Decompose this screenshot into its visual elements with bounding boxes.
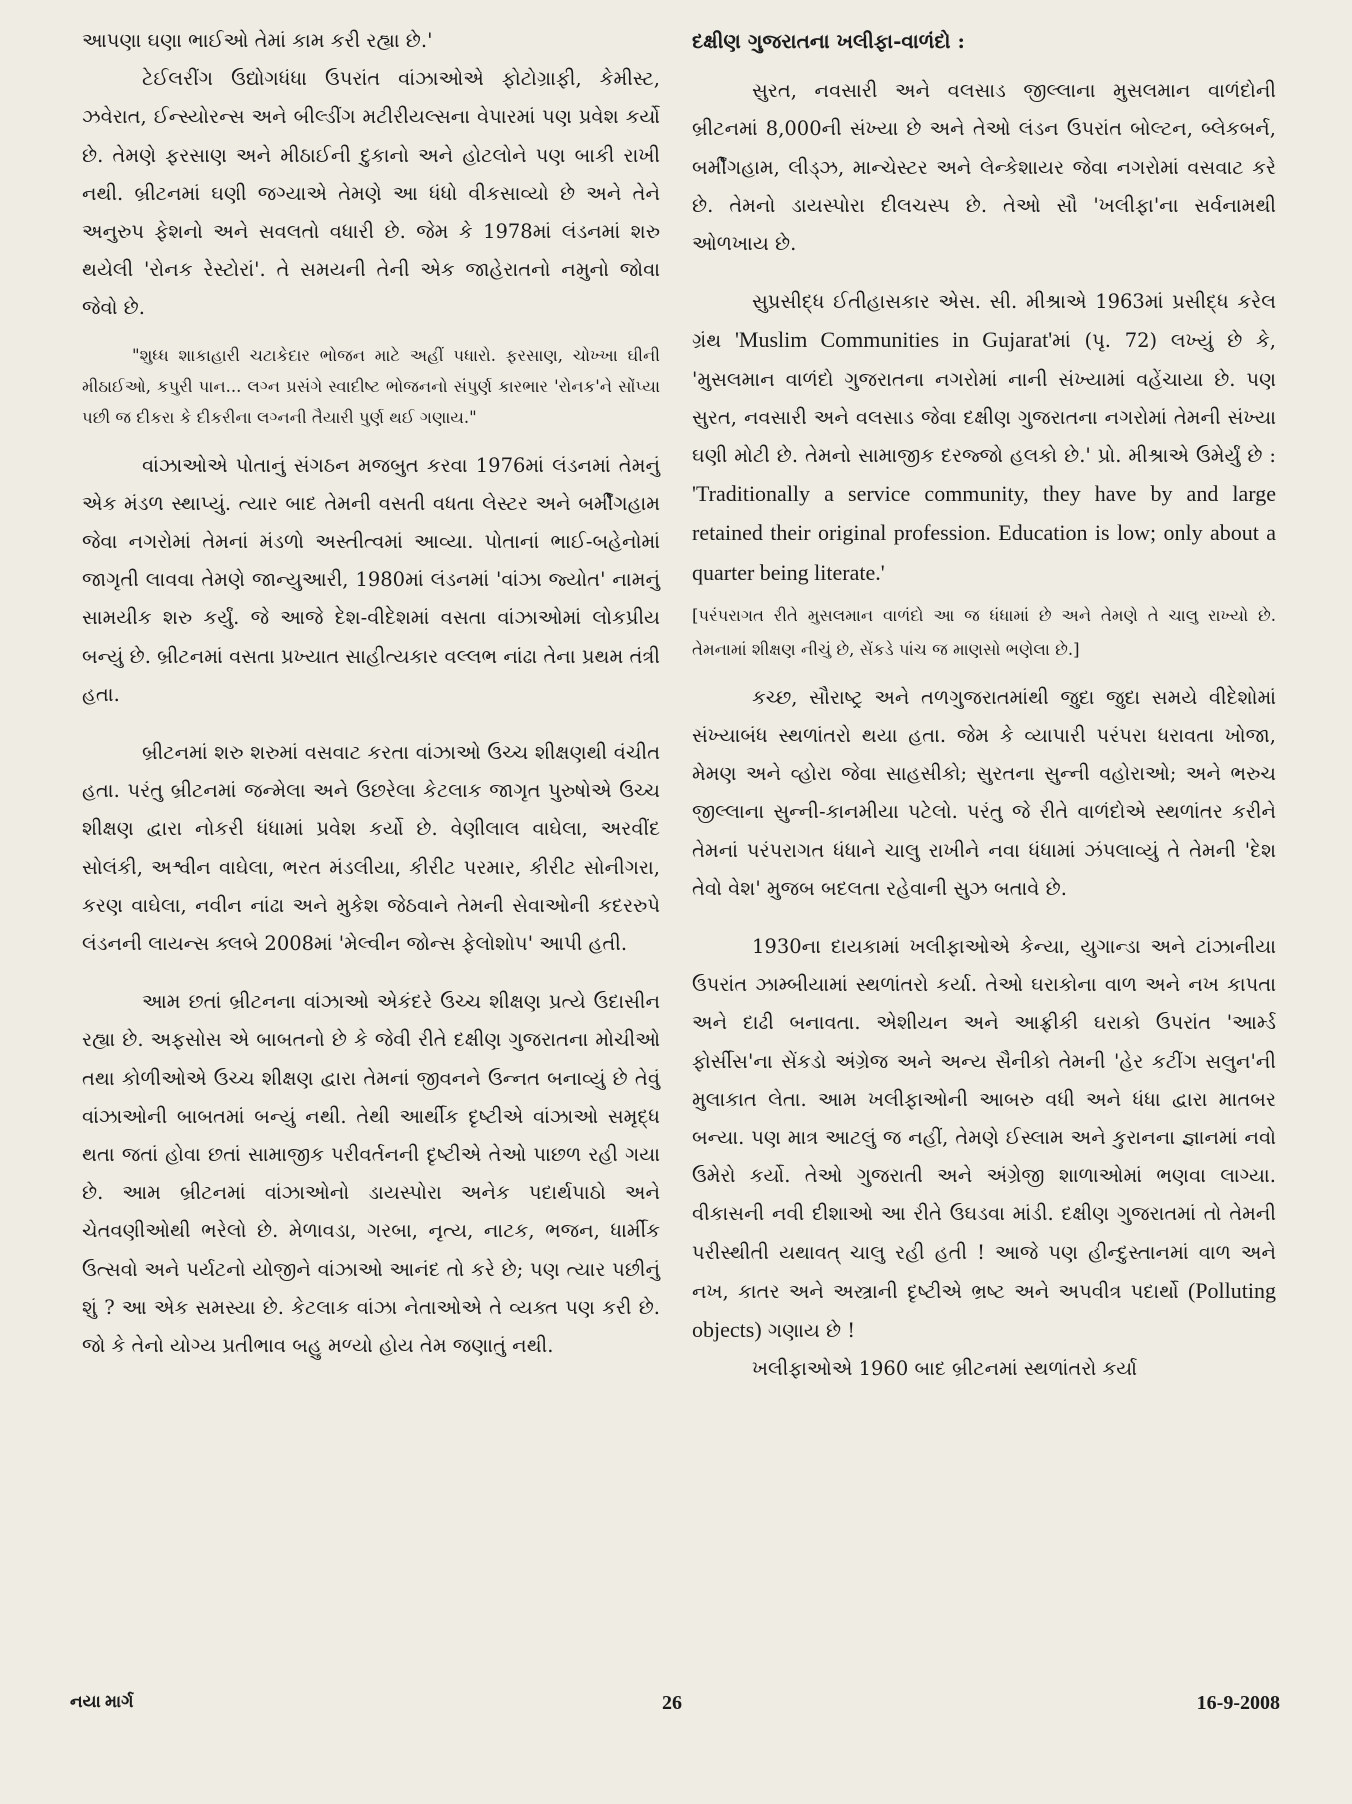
book-title: 'Muslim Communities in Gujarat' bbox=[734, 327, 1053, 353]
page-footer bbox=[70, 1692, 1280, 1728]
paragraph: આપણા ઘણા ભાઈઓ તેમાં કામ કરી રહ્યા છે.' bbox=[82, 29, 433, 52]
advertisement-quote: "શુધ્ધ શાકાહારી ચટાકેદાર ભોજન માટે અહીં પધારો. ફરસાણ, ચોખ્ખા ઘીની મીઠાઈઓ, કપુરી પાન... લગ્ન પ્રસંગે સ્વાદીષ્ટ ભોજનનો સંપુર્ણ કારભાર 'રોનક'ને સોંપ્યા પછી જ દીકરા કે દીકરીના લગ્નની તૈયારી પુર્ણ થઈ ગણાય." bbox=[82, 345, 660, 427]
english-quote: 'Traditionally a service community, they have by and large retained their original profession. Education is low; only about a quarter being literate.' bbox=[692, 481, 1276, 585]
paragraph: ખલીફાઓએ 1960 બાદ બ્રીટનમાં સ્થળાંતરો કર્યા bbox=[752, 1357, 1138, 1381]
section-heading: દક્ષીણ ગુજરાતના ખલીફા-વાળંદો : bbox=[692, 29, 965, 53]
paragraph bbox=[692, 928, 1276, 1350]
right-column bbox=[692, 22, 1276, 1389]
paragraph: સુરત, નવસારી અને વલસાડ જીલ્લાના મુસલમાન વાળંદોની બ્રીટનમાં 8,000ની સંખ્યા છે અને તેઓ લંડન ઉપરાંત બોલ્ટન, બ્લેકબર્ન, બર્મીંગહામ, લીડ્ઝ, માન્ચેસ્ટર અને લેન્કેશાયર જેવા નગરોમાં વસવાટ કરે છે. તેમનો ડાયસ્પોરા દીલચસ્પ છે. તેઓ સૌ 'ખલીફા'ના સર્વનામથી ઓળખાય છે. bbox=[692, 79, 1276, 256]
publication-name: નયા માર્ગ bbox=[70, 1692, 134, 1711]
paragraph: કચ્છ, સૌરાષ્ટ્ર અને તળગુજરાતમાંથી જુદા જુદા સમયે વીદેશોમાં સંખ્યાબંધ સ્થળાંતરો થયા હતા. જેમ કે વ્યાપારી પરંપરા ધરાવતા ખોજા, મેમણ અને વ્હોરા જેવા સાહસીકો; સુરતના સુન્ની વહોરાઓ; અને ભરુચ જીલ્લાના સુન્ની-કાનમીયા પટેલો. પરંતુ જે રીતે વાળંદોએ સ્થળાંતર કરીને તેમનાં પરંપરાગત ધંધાને ચાલુ રાખીને નવા ધંધામાં ઝંપલાવ્યું તે તેમની 'દેશ તેવો વેશ' મુજબ બદલતા રહેવાની સુઝ બતાવે છે. bbox=[692, 685, 1276, 900]
issue-date: 16-9-2008 bbox=[1196, 1692, 1280, 1714]
paragraph-quoting-mishra bbox=[692, 283, 1276, 593]
paragraph: ટેઈલરીંગ ઉદ્યોગધંધા ઉપરાંત વાંઝાઓએ ફોટોગ્રાફી, કેમીસ્ટ, ઝવેરાત, ઈન્સ્યોરન્સ અને બીલ્ડીંગ મટીરીયલ્સના વેપારમાં પણ પ્રવેશ કર્યો છે. તેમણે ફરસાણ અને મીઠાઈની દુકાનો અને હોટલોને પણ બાકી રાખી નથી. બ્રીટનમાં ઘણી જગ્યાએ તેમણે આ ધંધો વીકસાવ્યો છે અને તેને અનુરુપ ફેશનો અને સવલતો વધારી છે. જેમ કે 1978માં લંડનમાં શરુ થયેલી 'રોનક રેસ્ટોરાં'. તે સમયની તેની એક જાહેરાતનો નમુનો જોવા જેવો છે. bbox=[82, 67, 660, 320]
english-term: (Polluting objects) bbox=[692, 1277, 1276, 1343]
paragraph: આમ છતાં બ્રીટનના વાંઝાઓ એકંદરે ઉચ્ચ શીક્ષણ પ્રત્યે ઉદાસીન રહ્યા છે. અફસોસ એ બાબતનો છે કે જેવી રીતે દક્ષીણ ગુજરાતના મોચીઓ તથા કોળીઓએ ઉચ્ચ શીક્ષણ દ્વારા તેમનાં જીવનને ઉન્નત બનાવ્યું છે તેવું વાંઝાઓની બાબતમાં બન્યું નથી. તેથી આર્થીક દૃષ્ટીએ વાંઝાઓ સમૃદ્ધ થતા જતાં હોવા છતાં સામાજીક પરીવર્તનની દૃષ્ટીએ તેઓ પાછળ રહી ગયા છે. આમ બ્રીટનમાં વાંઝાઓનો ડાયસ્પોરા અનેક પદાર્થપાઠો અને ચેતવણીઓથી ભરેલો છે. મેળાવડા, ગરબા, નૃત્ય, નાટક, ભજન, ધાર્મીક ઉત્સવો અને પર્યટનો યોજીને વાંઝાઓ આનંદ તો કરે છે; પણ ત્યાર પછીનું શું ? આ એક સમસ્યા છે. કેટલાક વાંઝા નેતાઓએ તે વ્યક્ત પણ કરી છે. જો કે તેનો યોગ્ય પ્રતીભાવ બહુ મળ્યો હોય તેમ જણાતું નથી. bbox=[82, 990, 660, 1358]
paragraph: વાંઝાઓએ પોતાનું સંગઠન મજબુત કરવા 1976માં લંડનમાં તેમનું એક મંડળ સ્થાપ્યું. ત્યાર બાદ તેમની વસતી વધતા લેસ્ટર અને બર્મીંગહામ જેવા નગરોમાં તેમનાં મંડળો અસ્તીત્વમાં આવ્યા. પોતાનાં ભાઈ-બહેનોમાં જાગૃતી લાવવા તેમણે જાન્યુઆરી, 1980માં લંડનમાં 'વાંઝા જ્યોત' નામનું સામયીક શરુ કર્યું. જે આજે દેશ-વીદેશમાં વસતા વાંઝાઓમાં લોકપ્રીય બન્યું છે. બ્રીટનમાં વસતા પ્રખ્યાત સાહીત્યકાર વલ્લભ નાંઢા તેના પ્રથમ તંત્રી હતા. bbox=[82, 453, 660, 706]
paragraph-text: સુપ્રસીદ્ધ ઈતીહાસકાર એસ. સી. મીશ્રાએ 1963માં પ્રસીદ્ધ કરેલ ગ્રંથ bbox=[692, 290, 1276, 353]
left-column bbox=[82, 22, 660, 1365]
paragraph: બ્રીટનમાં શરુ શરુમાં વસવાટ કરતા વાંઝાઓ ઉચ્ચ શીક્ષણથી વંચીત હતા. પરંતુ બ્રીટનમાં જન્મેલા અને ઉછરેલા કેટલાક જાગૃત પુરુષોએ ઉચ્ચ શીક્ષણ દ્વારા નોકરી ધંધામાં પ્રવેશ કર્યો છે. વેણીલાલ વાઘેલા, અરવીંદ સોલંકી, અશ્વીન વાઘેલા, ભરત મંડલીયા, કીરીટ પરમાર, કીરીટ સોનીગરા, કરણ વાઘેલા, નવીન નાંઢા અને મુકેશ જેઠવાને તેમની સેવાઓની કદરરુપે લંડનની લાયન્સ ક્લબે 2008માં 'મેલ્વીન જોન્સ ફેલોશોપ' આપી હતી. bbox=[82, 741, 660, 956]
paragraph-text: માં (પૃ. 72) લખ્યું છે કે, 'મુસલમાન વાળંદો ગુજરાતના નગરોમાં નાની સંખ્યામાં વહેંચાયા છે. પણ સુરત, નવસારી અને વલસાડ જેવા દક્ષીણ ગુજરાતના નગરોમાં તેમની સંખ્યા ઘણી મોટી છે. તેમનો સામાજીક દરજ્જો હલકો છે.' પ્રો. મીશ્રાએ ઉમેર્યું છે : bbox=[692, 329, 1276, 468]
paragraph-text: ગણાય છે ! bbox=[761, 1319, 856, 1343]
translation-note: [પરંપરાગત રીતે મુસલમાન વાળંદો આ જ ધંધામાં છે અને તેમણે તે ચાલુ રાખ્યો છે. તેમનામાં શીક્ષણ નીચું છે, સેંકડે પાંચ જ માણસો ભણેલા છે.] bbox=[692, 605, 1276, 659]
page-number: 26 bbox=[662, 1692, 682, 1714]
paragraph-text: 1930ના દાયકામાં ખલીફાઓએ કેન્યા, યુગાન્ડા અને ટાંઝાનીયા ઉપરાંત ઝામ્બીયામાં સ્થળાંતરો કર્યા. તેઓ ઘરાકોના વાળ અને નખ કાપતા અને દાઢી બનાવતા. એશીયન અને આફ્રીકી ઘરાકો ઉપરાંત 'આર્મ્ડ ફોર્સીસ'ના સેંકડો અંગ્રેજ અને અન્ય સૈનીકો તેમની 'હેર કટીંગ સલુન'ની મુલાકાત લેતા. આમ ખલીફાઓની આબરુ વધી અને ધંધા દ્વારા માતબર બન્યા. પણ માત્ર આટલું જ નહીં, તેમણે ઈસ્લામ અને કુરાનના જ્ઞાનમાં નવો ઉમેરો કર્યો. તેઓ ગુજરાતી અને અંગ્રેજી શાળાઓમાં ભણવા લાગ્યા. વીકાસની નવી દીશાઓ આ રીતે ઉઘડવા માંડી. દક્ષીણ ગુજરાતમાં તો તેમની પરીસ્થીતી યથાવત્ ચાલુ રહી હતી ! આજે પણ હીન્દુસ્તાનમાં વાળ અને નખ, કાતર અને અસ્ત્રાની દૃષ્ટીએ ભ્રષ્ટ અને અપવીત્ર પદાર્થો bbox=[692, 935, 1276, 1303]
